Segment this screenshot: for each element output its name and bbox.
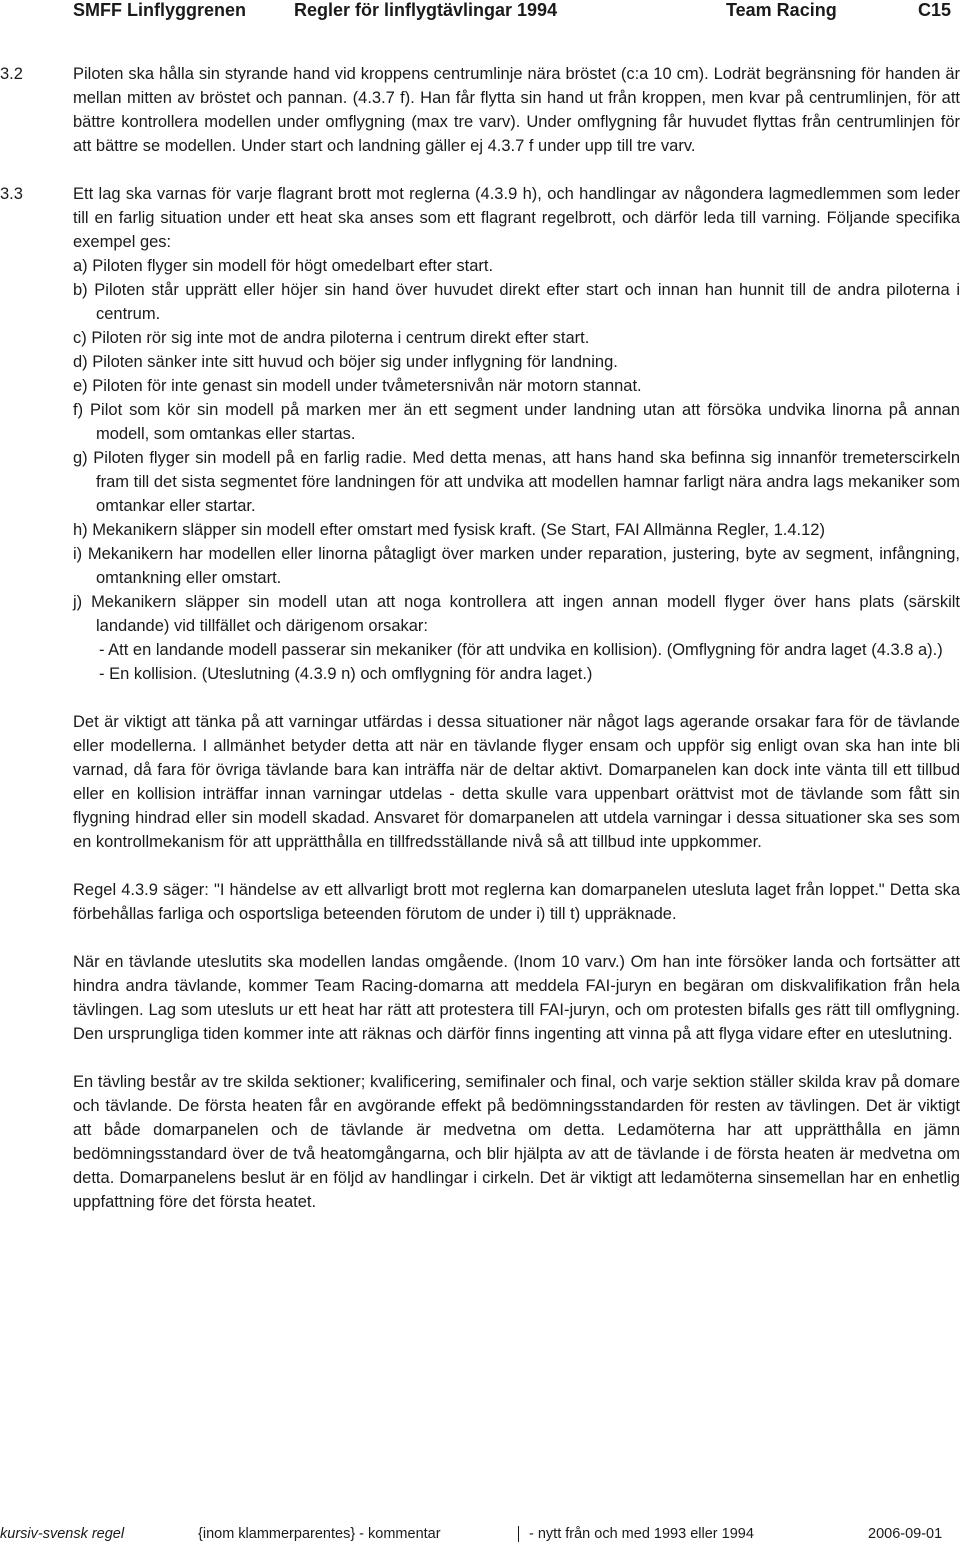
- list-item: i) Mekanikern har modellen eller linorna påtagligt över marken under reparation, justering, byte av segment, infångning, omtankning eller omstart.: [73, 545, 960, 587]
- footer-date: 2006-09-01: [868, 1526, 943, 1542]
- list-item: c) Piloten rör sig inte mot de andra piloterna i centrum direkt efter start.: [73, 329, 590, 347]
- list-item: b) Piloten står upprätt eller höjer sin hand över huvudet direkt efter start och innan han hunnit till de andra piloterna i centrum.: [73, 281, 960, 323]
- list-item: j) Mekanikern släpper sin modell utan att noga kontrollera att ingen annan modell flyger över hans plats (särskilt landande) vid tillfället och därigenom orsakar:: [73, 593, 960, 635]
- section-3-2: [0, 62, 960, 158]
- legend-italic: kursiv-svensk regel: [0, 1526, 125, 1542]
- paragraph: Regel 4.3.9 säger: "I händelse av ett allvarligt brott mot reglerna kan domarpanelen utesluta laget från loppet." Detta ska förbehållas farliga och osportsliga beteenden förutom de under i) till t) uppräknade.: [73, 881, 960, 923]
- section-intro: Ett lag ska varnas för varje flagrant brott mot reglerna (4.3.9 h), och handlingar av någondera lagmedlemmen som leder till en farlig situation under ett heat ska anses som ett flagrant regelbrott, och därför leda till varning. Följande specifika exempel ges:: [73, 185, 960, 251]
- section-number: 3.2: [0, 65, 23, 83]
- paragraph: När en tävlande uteslutits ska modellen landas omgående. (Inom 10 varv.) Om han inte försöker landa och fortsätter att hindra andra tävlande, kommer Team Racing-domarna att meddela FAI-juryn en begäran om diskvalifikation från hela tävlingen. Lag som utesluts ur ett heat har rätt att protestera till FAI-juryn, och om protesten bifalls ges rätt till omflygning. Den ursprungliga tiden kommer inte att räknas och därför finns ingenting att vinna på att flyga vidare efter en uteslutning.: [73, 953, 960, 1043]
- legend-new: - nytt från och med 1993 eller 1994: [518, 1526, 754, 1542]
- legend-comment: {inom klammerparentes} - kommentar: [198, 1526, 441, 1542]
- page-footer: [0, 1526, 960, 1548]
- page-header: [0, 0, 960, 24]
- paragraph: Det är viktigt att tänka på att varningar utfärdas i dessa situationer när något lags agerande orsakar fara för de tävlande eller modellerna. I allmänhet betyder detta att när en tävlande flyger ensam och uppför sig enligt ovan ska han inte bli varnad, då fara för övriga tävlande bara kan inträffa när de deltar aktivt. Domarpanelen kan dock inte vänta till ett tillbud eller en kollision inträffar innan varningar utdelas - detta skulle vara uppenbart orättvist mot de tävlande som fått sin flygning hindrad eller sin modell skadad. Ansvaret för domarpanelen att utdela varningar i dessa situationer ska ses som en kontrollmekanism för att upprätthålla en tillfredsställande nivå så att tillbud inte uppkommer.: [73, 713, 960, 851]
- header-page-number: C15: [918, 0, 952, 20]
- list-item: g) Piloten flyger sin modell på en farlig radie. Med detta menas, att hans hand ska befinna sig innanför tremeterscirkeln fram till det sista segmentet före landningen för att undvika att modellen hamnar farligt nära andra lags mekaniker som omtankar eller startar.: [73, 449, 960, 515]
- paragraph: En tävling består av tre skilda sektioner; kvalificering, semifinaler och final, och varje sektion ställer skilda krav på domare och tävlande. De första heaten får en avgörande effekt på bedömningsstandarden för resten av tävlingen. Det är viktigt att både domarpanelen och de tävlande är medvetna om detta. Ledamöterna har att upprätthålla en jämn bedömningsstandard över de två heatomgångarna, och blir hjälpta av att de tävlande i de första heaten är medvetna om detta. Domarpanelens beslut är en följd av handlingar i cirkeln. Det är viktigt att ledamöterna sinsemellan har en enhetlig uppfattning före det första heatet.: [73, 1073, 960, 1211]
- sub-list-item: - En kollision. (Uteslutning (4.3.9 n) och omflygning för andra laget.): [99, 665, 593, 683]
- list-item: f) Pilot som kör sin modell på marken mer än ett segment under landning utan att försöka undvika linorna på annan modell, som omtankas eller startas.: [73, 401, 960, 443]
- list-item: d) Piloten sänker inte sitt huvud och böjer sig under inflygning för landning.: [73, 353, 618, 371]
- list-item: a) Piloten flyger sin modell för högt omedelbart efter start.: [73, 257, 494, 275]
- section-3-3: [0, 182, 960, 686]
- list-item: e) Piloten för inte genast sin modell under tvåmetersnivån när motorn stannat.: [73, 377, 642, 395]
- list-item: h) Mekanikern släpper sin modell efter omstart med fysisk kraft. (Se Start, FAI Allmänna Regler, 1.4.12): [73, 521, 825, 539]
- header-class: Team Racing: [726, 0, 837, 20]
- section-number: 3.3: [0, 185, 23, 203]
- header-organization: SMFF Linflyggrenen: [73, 0, 246, 20]
- document-body: [0, 62, 960, 1238]
- header-title: Regler för linflygtävlingar 1994: [294, 0, 558, 20]
- sub-list-item: - Att en landande modell passerar sin mekaniker (för att undvika en kollision). (Omflygning för andra laget (4.3.8 a).): [99, 641, 943, 659]
- section-text: Piloten ska hålla sin styrande hand vid kroppens centrumlinje nära bröstet (c:a 10 cm). Lodrät begränsning för handen är mellan mitten av bröstet och pannan. (4.3.7 f). Han får flytta sin hand ut från kroppen, men kvar på centrumlinjen, för att bättre kontrollera modellen under omflygning (max tre varv). Under omflygning får huvudet flyttas från centrumlinjen för att bättre se modellen. Under start och landning gäller ej 4.3.7 f under upp till tre varv.: [73, 65, 960, 155]
